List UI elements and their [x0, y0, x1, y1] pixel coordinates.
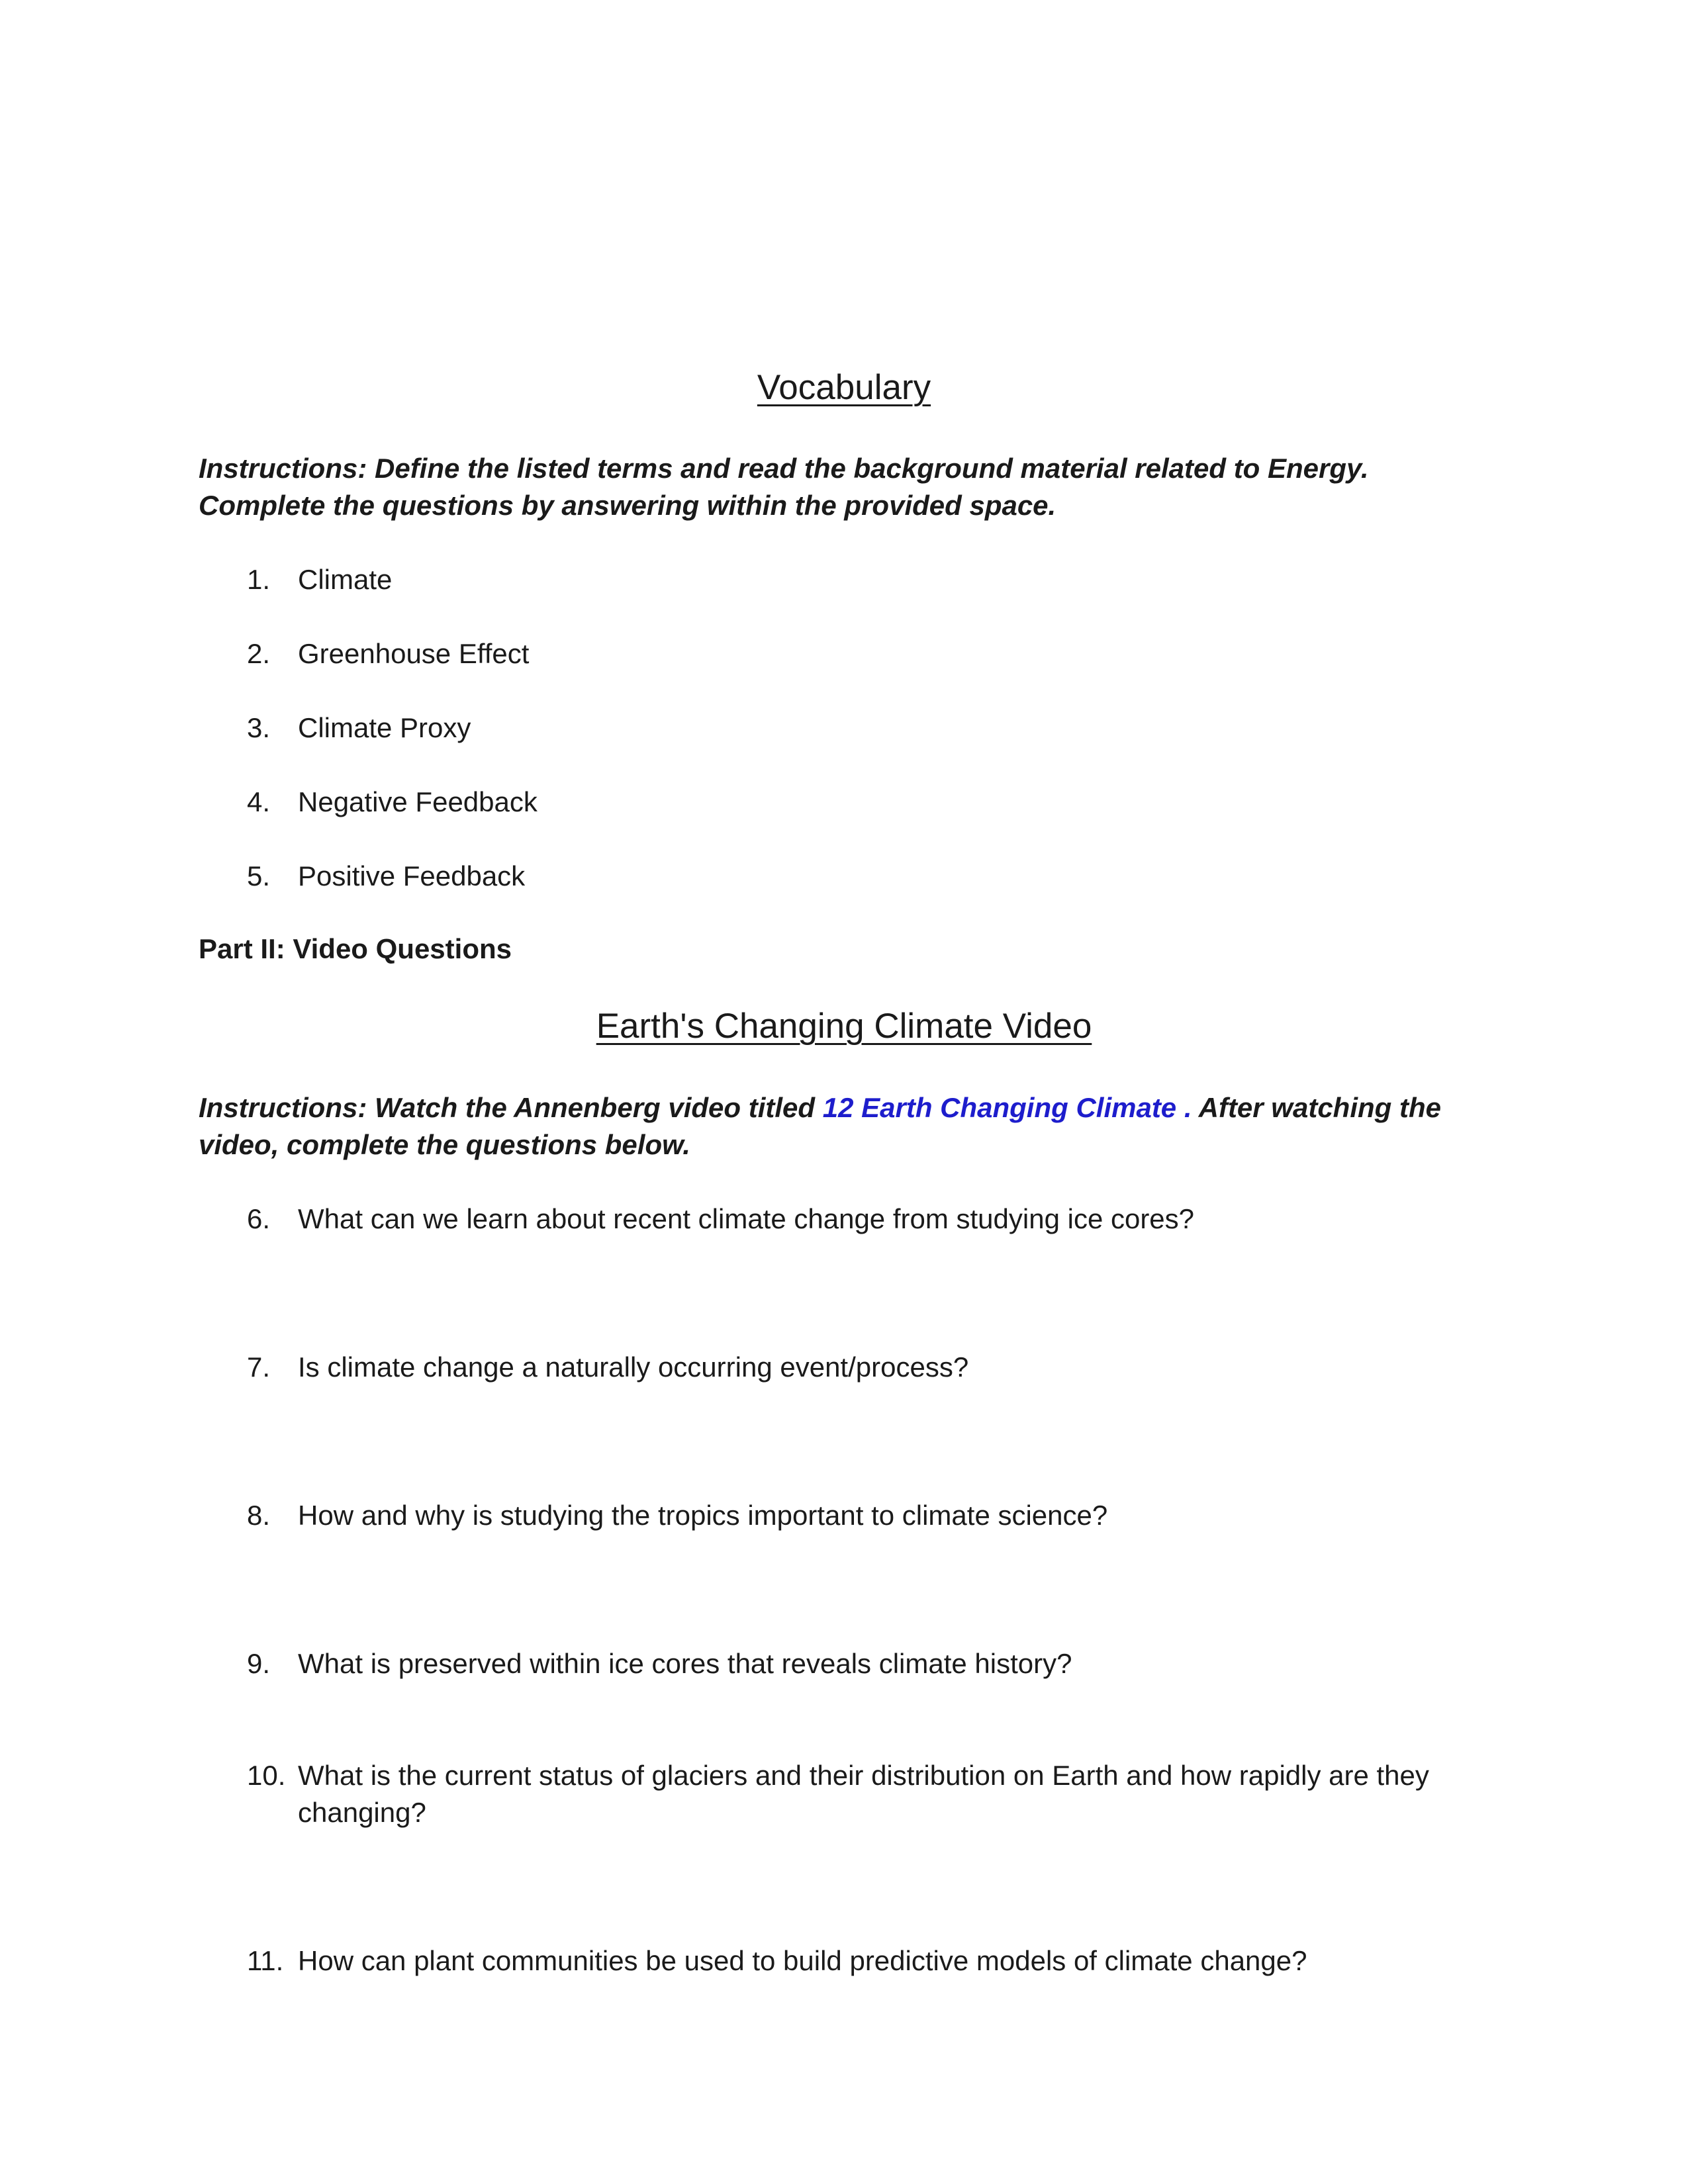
question-number: 9. — [247, 1648, 271, 1679]
video-instructions — [199, 1089, 1496, 1163]
vocab-term-number: 1. — [247, 564, 271, 595]
vocab-term-number: 2. — [247, 638, 271, 669]
video-instructions-prefix: Instructions: Watch the Annenberg video titled — [199, 1092, 823, 1123]
vocab-term-text: Greenhouse Effect — [298, 638, 530, 669]
vocab-term-text: Negative Feedback — [298, 786, 538, 817]
question-text: How can plant communities be used to build predictive models of climate change? — [298, 1945, 1307, 1976]
vocabulary-title: Vocabulary — [757, 368, 931, 407]
question-text: What can we learn about recent climate change from studying ice cores? — [298, 1203, 1195, 1234]
question-number: 6. — [247, 1203, 271, 1234]
video-instructions-suffix: After watching the video, complete the questions below. — [199, 1092, 1441, 1160]
vocab-term-number: 4. — [247, 786, 271, 817]
question-number: 11. — [247, 1945, 284, 1976]
question-text: How and why is studying the tropics important to climate science? — [298, 1500, 1108, 1531]
vocab-term-text: Climate — [298, 564, 393, 595]
question-number: 10. — [247, 1760, 286, 1791]
question-number: 8. — [247, 1500, 271, 1531]
vocabulary-instructions: Instructions: Define the listed terms and read the background material related to Energy. Complete the questions by answering within the provided space. — [199, 453, 1369, 521]
question-number: 7. — [247, 1351, 271, 1383]
question-text: What is the current status of glaciers and their distribution on Earth and how rapidly are they changing? — [298, 1760, 1429, 1828]
video-section-title: Earth's Changing Climate Video — [596, 1007, 1092, 1046]
video-link[interactable]: 12 Earth Changing Climate . — [822, 1092, 1192, 1123]
vocab-term-text: Climate Proxy — [298, 712, 471, 743]
question-text: What is preserved within ice cores that reveals climate history? — [298, 1648, 1072, 1679]
vocab-term-number: 3. — [247, 712, 271, 743]
vocab-term-text: Positive Feedback — [298, 860, 526, 891]
vocab-term-number: 5. — [247, 860, 271, 891]
question-text: Is climate change a naturally occurring event/process? — [298, 1351, 969, 1383]
part-ii-heading: Part II: Video Questions — [199, 933, 512, 964]
